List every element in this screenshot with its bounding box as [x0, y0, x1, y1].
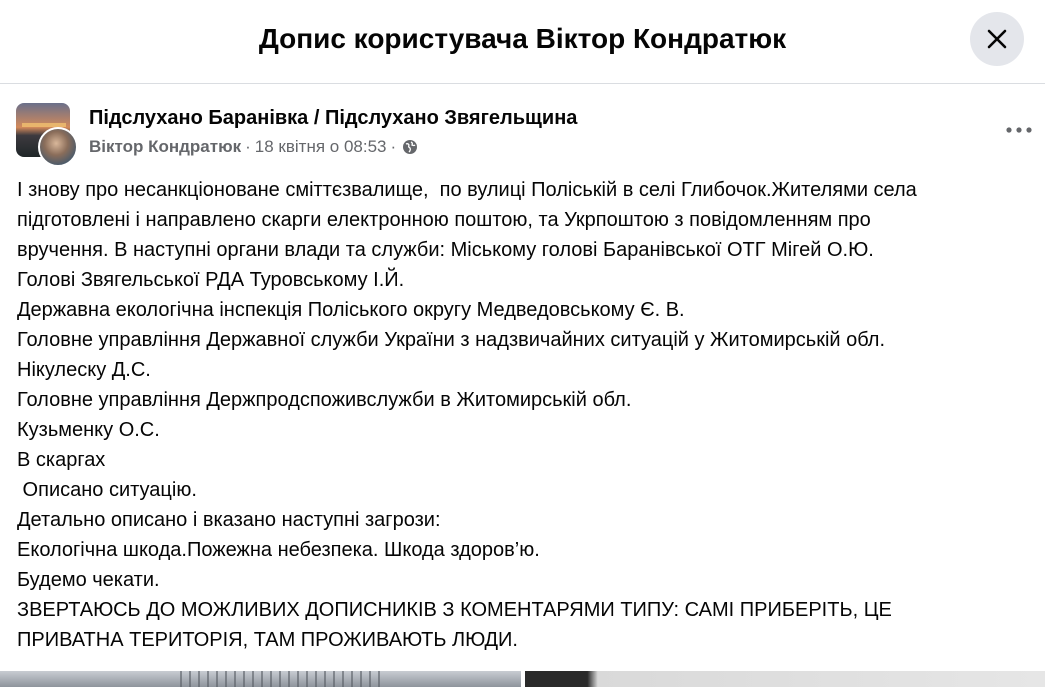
globe-icon[interactable] — [402, 139, 418, 155]
group-name-link[interactable]: Підслухано Баранівка / Підслухано Звягельщина — [89, 107, 578, 129]
post-text-line: Голові Звягельської РДА Туровському І.Й. — [17, 269, 405, 291]
post-text-line: ПРИВАТНА ТЕРИТОРІЯ, ТАМ ПРОЖИВАЮТЬ ЛЮДИ. — [17, 629, 518, 651]
user-avatar[interactable] — [38, 127, 78, 167]
avatar-group[interactable] — [16, 103, 78, 165]
post-text-line: В скаргах — [17, 449, 106, 471]
post-more-button[interactable] — [999, 115, 1039, 145]
post-photos — [0, 671, 1045, 687]
post-text-line: Будемо чекати. — [17, 569, 160, 591]
dialog-header — [0, 0, 1045, 84]
post-text-line: ЗВЕРТАЮСЬ ДО МОЖЛИВИХ ДОПИСНИКІВ З КОМЕНТАРЯМИ ТИПУ: САМІ ПРИБЕРІТЬ, ЦЕ — [17, 599, 892, 621]
post-text-line: Нікулеску Д.С. — [17, 359, 151, 381]
post-text — [17, 175, 1027, 655]
post-text-line: вручення. В наступні органи влади та служби: Міському голові Баранівської ОТГ Мігей О.Ю. — [17, 239, 874, 261]
post-text-line: І знову про несанкціоноване сміттєзвалище, по вулиці Поліській в селі Глибочок.Жителями села — [17, 179, 917, 201]
post-photo[interactable] — [525, 671, 1045, 687]
post-meta — [89, 136, 418, 158]
meta-separator: · — [245, 137, 251, 156]
post-text-line: Описано ситуацію. — [17, 479, 197, 501]
close-button[interactable] — [970, 12, 1024, 66]
dialog-title: Допис користувача Віктор Кондратюк — [258, 23, 787, 54]
post-header — [16, 101, 1026, 161]
post-date-link[interactable]: 18 квітня о 08:53 — [254, 137, 387, 156]
author-link[interactable]: Віктор Кондратюк — [89, 137, 242, 156]
post-text-line: Детально описано і вказано наступні загрози: — [17, 509, 441, 531]
post-text-line: підготовлені і направлено скарги електронною поштою, та Укрпоштою з повідомленням про — [17, 209, 871, 231]
close-icon — [985, 27, 1009, 51]
post-photo[interactable] — [0, 671, 521, 687]
photo-tree-branches — [180, 671, 380, 687]
more-horizontal-icon — [1005, 126, 1033, 134]
post-text-line: Кузьменку О.С. — [17, 419, 160, 441]
post-text-line: Головне управління Держпродспоживслужби в Житомирській обл. — [17, 389, 632, 411]
post-text-line: Державна екологічна інспекція Поліського округу Медведовському Є. В. — [17, 299, 685, 321]
meta-separator: · — [390, 137, 397, 156]
post-text-line: Екологічна шкода.Пожежна небезпека. Шкода здоров’ю. — [17, 539, 540, 561]
post-text-line: Головне управління Державної служби України з надзвичайних ситуацій у Житомирській обл. — [17, 329, 886, 351]
